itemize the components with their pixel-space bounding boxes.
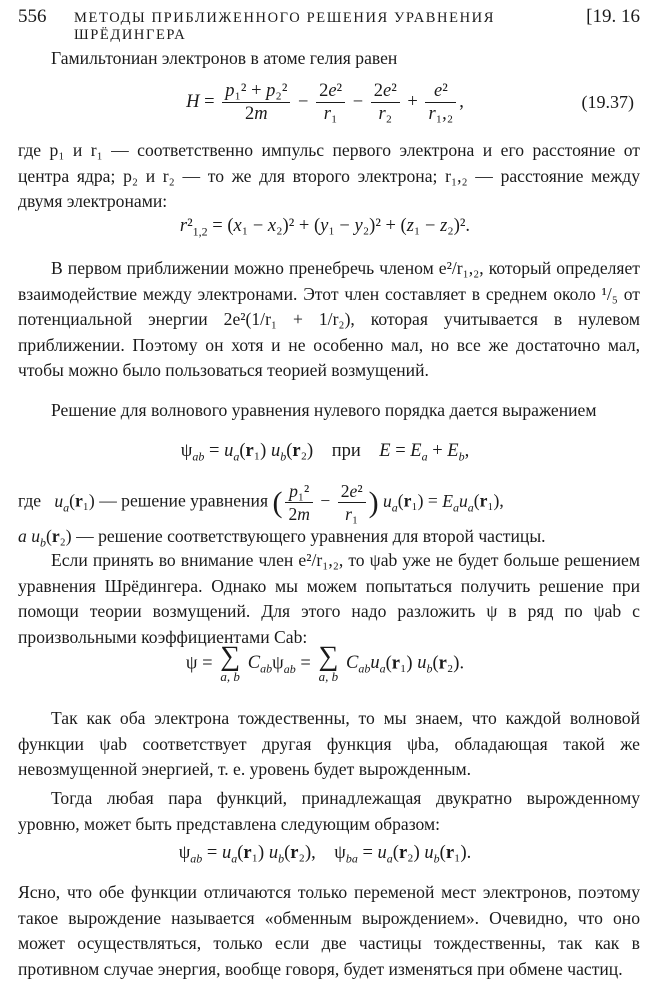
page-number: 556 bbox=[18, 6, 47, 27]
paragraph-any-pair: Тогда любая пара функций, принадлежащая двукратно вырожденному уровню, может быть представлена следующим образом: bbox=[18, 788, 640, 834]
equation-distance: $r^2_{1,2} = (x_1 - x_2)^2 + (y_1 - y_2)^2 + (z_1 - z_2)^2$. bbox=[179, 216, 471, 239]
paragraph-exchange-degeneracy: Ясно, что обе функции отличаются только переменой мест электронов, поэтому такое вырождение называется «обменным вырождением». Очевидно, что оно может осуществляться, только если две частицы тождественны, так как в противном случае энергия, вообще говоря, будет изменяться при обмене частиц. bbox=[18, 882, 640, 979]
phrase-second-particle: — решение соответствующего уравнения для второй частицы. bbox=[76, 526, 546, 546]
section-number: [19. 16 bbox=[586, 6, 640, 27]
line-solution-equation: где $u_a(r_1)$ — решение уравнения ( $\frac{\text{p₁²}}{2m}$ − $\frac{\text{2e²}}{\text{r₁}}$ ) $u_a(r_1) = E_au_a(r_1)$, bbox=[18, 481, 504, 524]
equation-hamiltonian: H = $\frac{\text{p₁² + p₂²}}{2m}$ − $\frac{\text{2e²}}{\text{r₁}}$ − $\frac{\text{2e²}}{\text{r₂}}$ + $\frac{\text{e²}}{\text{r₁,₂}}$ , bbox=[186, 81, 464, 124]
paragraph-definitions: где p₁ и r₁ — соответственно импульс первого электрона и его расстояние от центра ядра; p₂ и r₂ — то же для второго электрона; r₁,₂ — расстояние между двумя электронами: bbox=[18, 140, 640, 211]
paragraph-hamiltonian-intro: Гамильтониан электронов в атоме гелия равен bbox=[51, 48, 398, 68]
running-head bbox=[18, 6, 640, 43]
equation-number: (19.37) bbox=[581, 92, 634, 112]
equation-zero-order: $\psi_{ab} = u_a(r_1)$ $u_b(r_2)$ при $E = E_a + E_b$, bbox=[180, 441, 470, 464]
paragraph-first-approximation: В первом приближении можно пренебречь членом e²/r₁,₂, который определяет взаимодействие между электронами. Этот член составляет в среднем около ¹/₅ от потенциальной энергии 2e²(1/r₁ + 1/r₂), которая учитывается в нулевом приближении. Поэтому он хотя и не особенно мал, но все же достаточно мал, чтобы можно было пользоваться теорией возмущений. bbox=[18, 258, 640, 380]
word-where: где bbox=[18, 490, 42, 511]
line-second-particle: a $u_b(r_2)$ — решение соответствующего уравнения для второй частицы. bbox=[18, 526, 546, 550]
paragraph-perturbation: Если принять во внимание член e²/r₁,₂, то ψab уже не будет больше решением уравнения Шрёдингера. Однако мы можем попытаться получить решение при помощи теории возмущений. Для этого надо разложить ψ в ряд по ψab с произвольными коэффициентами Cab: bbox=[18, 550, 640, 647]
equation-expansion: ψ = ∑ a, b $C_{ab}\psi_{ab}$ = ∑ a, b $C_{ab}u_a(r_1)$ $u_b(r_2)$. bbox=[185, 641, 465, 684]
equation-exchange-pair: $\psi_{ab} = u_a(r_1)$ $u_b(r_2)$, $\psi_{ba} = u_a(r_2)$ $u_b(r_1)$. bbox=[178, 843, 472, 866]
word-pri: при bbox=[331, 441, 361, 461]
paragraph-identical-electrons: Так как оба электрона тождественны, то мы знаем, что каждой волновой функции ψab соответствует другая функция ψba, обладающая такой же невозмущенной энергией, т. е. уровень будет вырожденным. bbox=[18, 708, 640, 779]
phrase-solution-of-equation: — решение уравнения bbox=[99, 490, 269, 511]
paragraph-zero-order: Решение для волнового уравнения нулевого порядка дается выражением bbox=[51, 400, 597, 420]
running-title: МЕТОДЫ ПРИБЛИЖЕННОГО РЕШЕНИЯ УРАВНЕНИЯ ШРЁДИНГЕРА bbox=[74, 10, 495, 43]
